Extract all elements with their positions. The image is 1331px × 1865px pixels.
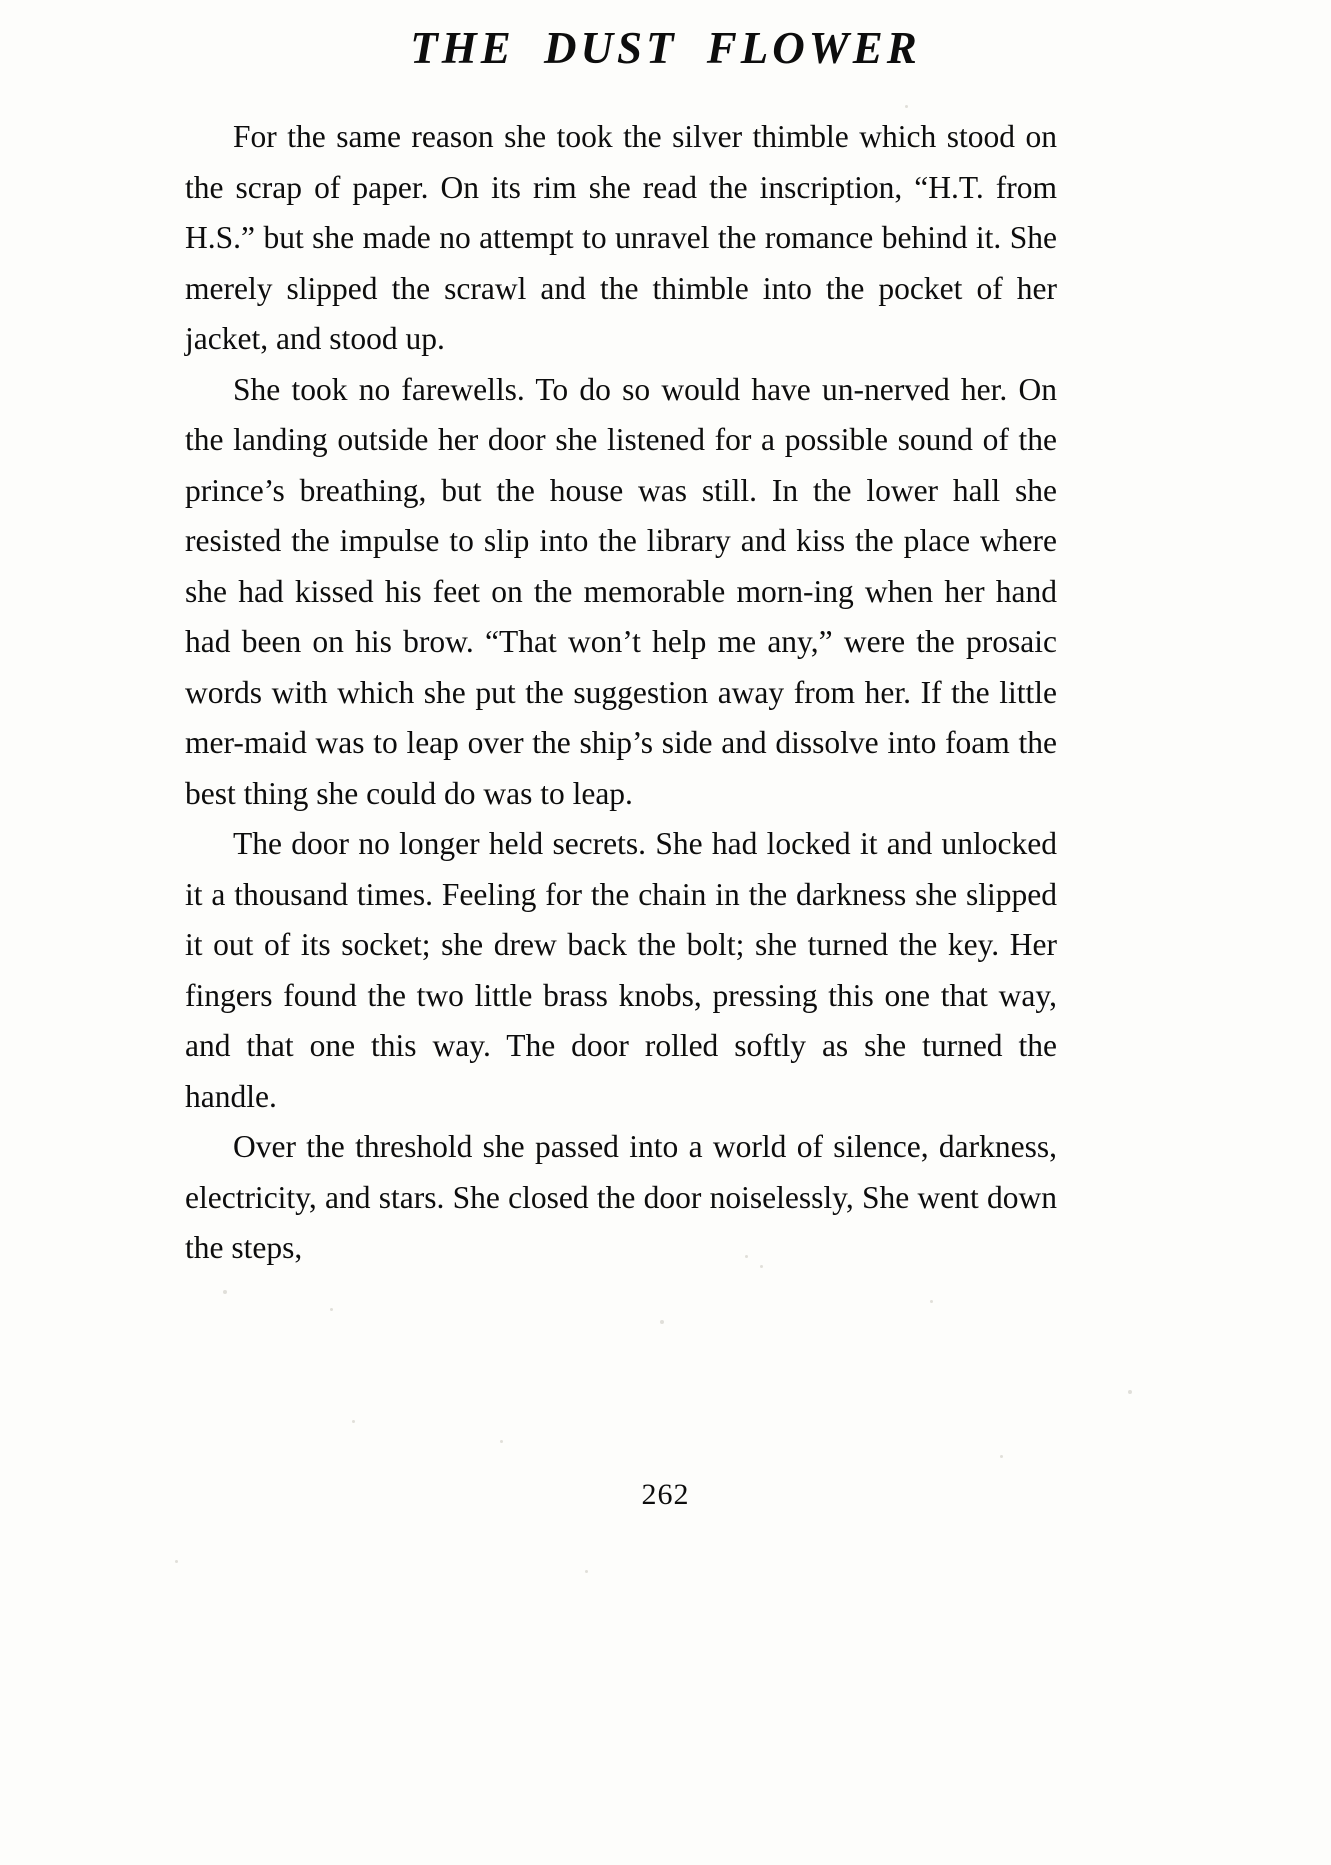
scan-speckle bbox=[760, 1265, 763, 1268]
scan-speckle bbox=[905, 105, 908, 108]
scan-speckle bbox=[330, 1308, 333, 1311]
paragraph: She took no farewells. To do so would have un-nerved her. On the landing outside her door she listened for a possible sound of the prince’s breathing, but the house was still. In the lower hall she resisted the impulse to slip into the library and kiss the place where she had kissed his feet on the memorable morn-ing when her hand had been on his brow. “That won’t help me any,” were the prosaic words with which she put the suggestion away from her. If the little mer-maid was to leap over the ship’s side and dissolve into foam the best thing she could do was to leap. bbox=[185, 371, 1057, 811]
scan-speckle bbox=[500, 1440, 503, 1443]
scan-speckle bbox=[352, 1420, 355, 1423]
paragraph: The door no longer held secrets. She had locked it and unlocked it a thousand times. Feeling for the chain in the darkness she slipped it out of its socket; she drew back the bolt; she turned the key. Her fingers found the two little brass knobs, pressing this one that way, and that one this way. The door rolled softly as she turned the handle. bbox=[185, 826, 1057, 1114]
body-text-block bbox=[185, 112, 1057, 1274]
paragraph: Over the threshold she passed into a world of silence, darkness, electricity, and stars. She closed the door noiselessly, She went down the steps, bbox=[185, 1129, 1057, 1265]
scan-speckle bbox=[585, 1570, 588, 1573]
scan-speckle bbox=[1000, 1455, 1003, 1458]
paragraph: For the same reason she took the silver thimble which stood on the scrap of paper. On its rim she read the inscription, “H.T. from H.S.” but she made no attempt to unravel the romance behind it. She merely slipped the scrawl and the thimble into the pocket of her jacket, and stood up. bbox=[185, 119, 1057, 356]
scan-speckle bbox=[930, 1300, 933, 1303]
scan-speckle bbox=[660, 1320, 664, 1324]
scan-speckle bbox=[745, 1255, 748, 1258]
running-head-title: THE DUST FLOWER bbox=[410, 23, 921, 73]
page-number: 262 bbox=[641, 1478, 690, 1511]
scan-speckle bbox=[175, 1560, 178, 1563]
scan-speckle bbox=[1128, 1390, 1132, 1394]
scan-speckle bbox=[223, 1290, 227, 1294]
